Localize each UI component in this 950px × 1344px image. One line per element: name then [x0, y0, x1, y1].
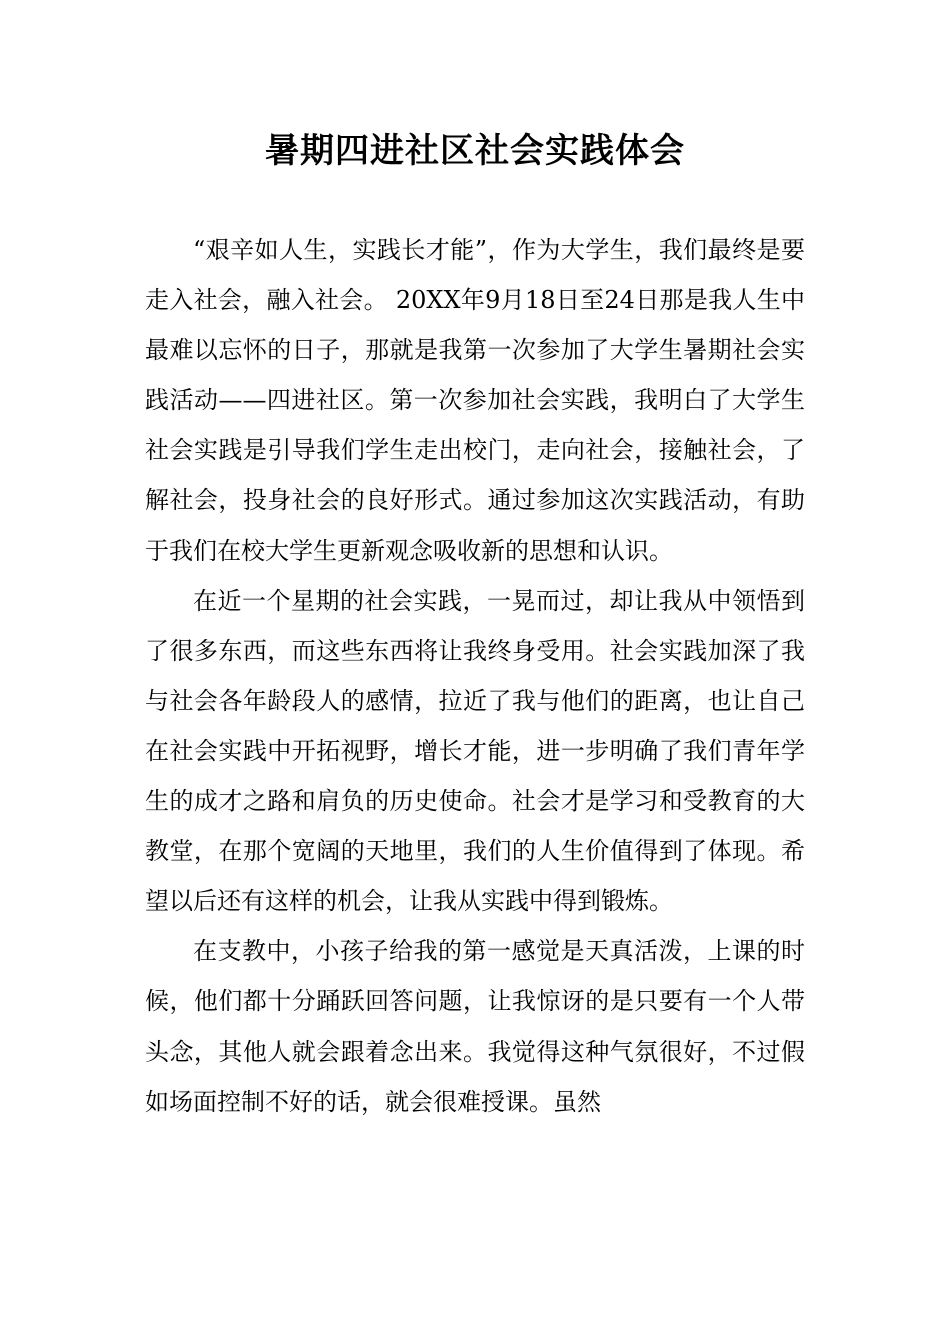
- paragraph-3: 在支教中，小孩子给我的第一感觉是天真活泼，上课的时候，他们都十分踊跃回答问题，让我惊讶的是只要有一个人带头念，其他人就会跟着念出来。我觉得这种气氛很好，不过假如场面控制不好的话，就会很难授课。虽然: [145, 937, 805, 1116]
- paragraph-1: “艰辛如人生，实践长才能”，作为大学生，我们最终是要走入社会，融入社会。 20XX年9月18日至24日那是我人生中最难以忘怀的日子，那就是我第一次参加了大学生暑期社会实践活动——四进社区。第一次参加社会实践，我明白了大学生社会实践是引导我们学生走出校门，走向社会，接触社会，了解社会，投身社会的良好形式。通过参加这次实践活动，有助于我们在校大学生更新观念吸收新的思想和认识。: [145, 236, 805, 565]
- document-title: 暑期四进社区社会实践体会: [265, 131, 685, 171]
- paragraph-2: 在近一个星期的社会实践，一晃而过，却让我从中领悟到了很多东西，而这些东西将让我终身受用。社会实践加深了我与社会各年龄段人的感情，拉近了我与他们的距离，也让自己在社会实践中开拓视野，增长才能，进一步明确了我们青年学生的成才之路和肩负的历史使命。社会才是学习和受教育的大教堂，在那个宽阔的天地里，我们的人生价值得到了体现。希望以后还有这样的机会，让我从实践中得到锻炼。: [145, 586, 805, 916]
- document-body: [145, 225, 805, 1127]
